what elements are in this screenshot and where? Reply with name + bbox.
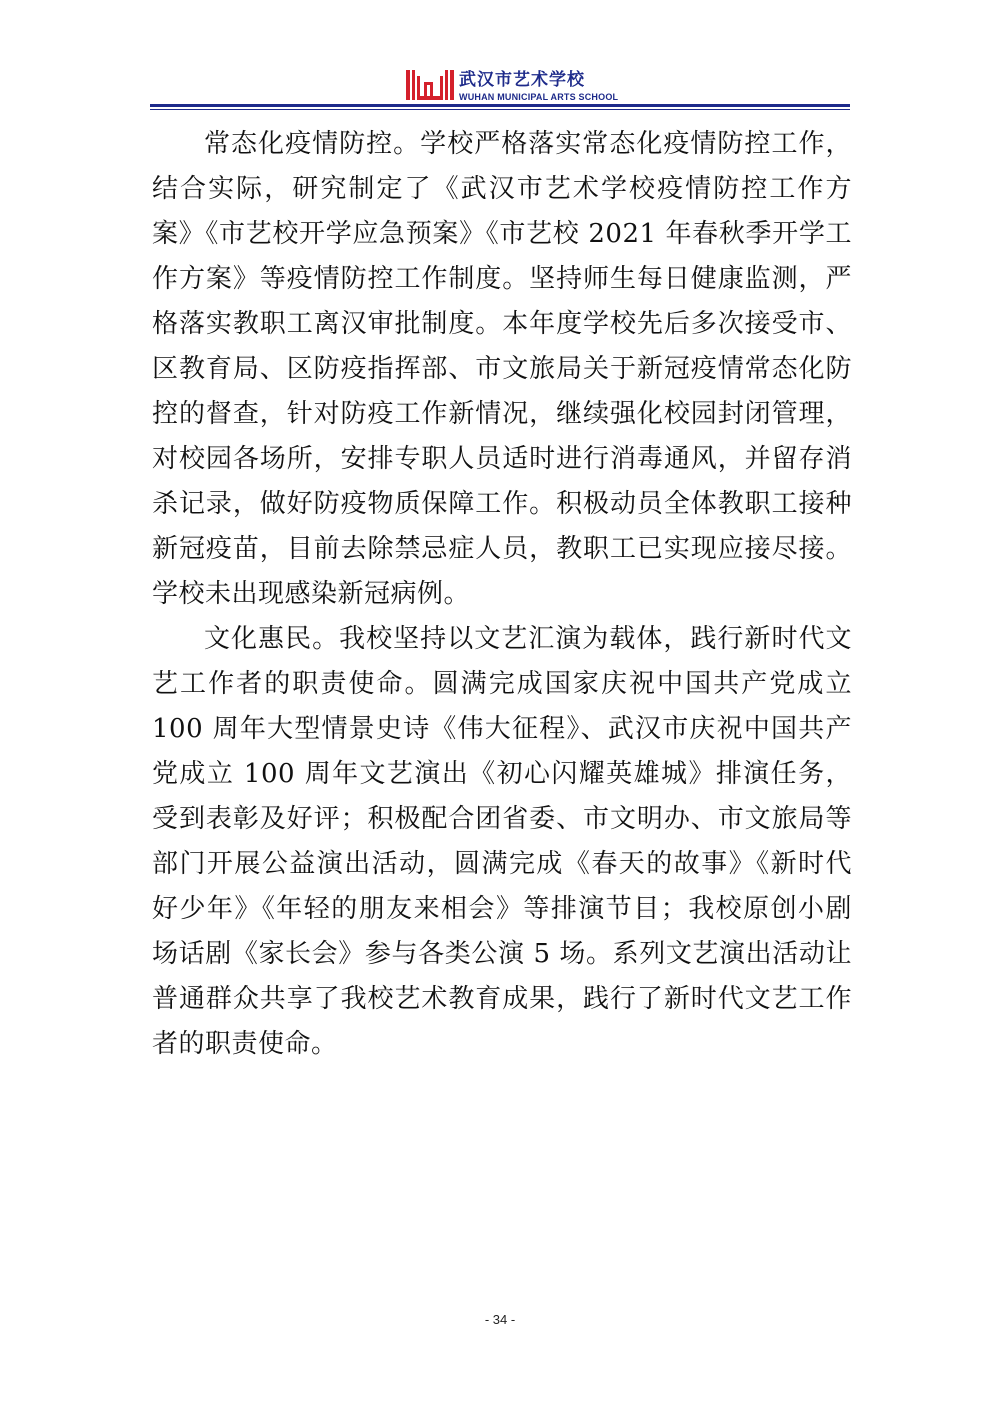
page-number: - 34 - <box>484 1312 516 1327</box>
page-header <box>150 60 850 112</box>
document-body <box>152 122 852 1067</box>
school-logo-icon <box>405 68 455 102</box>
paragraph-cultural-outreach: 文化惠民。我校坚持以文艺汇演为载体，践行新时代文艺工作者的职责使命。圆满完成国家庆祝中国共产党成立 100 周年大型情景史诗《伟大征程》、武汉市庆祝中国共产党成立 100 周年文艺演出《初心闪耀英雄城》排演任务，受到表彰及好评；积极配合团省委、市文明办、市文旅局等部门开展公益演出活动，圆满完成《春天的故事》《新时代好少年》《年轻的朋友来相会》等排演节目；我校原创小剧场话剧《家长会》参与各类公演 5 场。系列文艺演出活动让普通群众共享了我校艺术教育成果，践行了新时代文艺工作者的职责使命。 <box>152 624 852 1059</box>
header-rule-thick <box>150 104 850 107</box>
school-name-cn: 武汉市艺术学校 <box>459 70 585 90</box>
school-name-en: WUHAN MUNICIPAL ARTS SCHOOL <box>459 92 619 102</box>
header-rule-thin <box>150 109 850 110</box>
paragraph-epidemic-control: 常态化疫情防控。学校严格落实常态化疫情防控工作，结合实际，研究制定了《武汉市艺术学校疫情防控工作方案》《市艺校开学应急预案》《市艺校 2021 年春秋季开学工作方案》等疫情防控工作制度。坚持师生每日健康监测，严格落实教职工离汉审批制度。本年度学校先后多次接受市、区教育局、区防疫指挥部、市文旅局关于新冠疫情常态化防控的督查，针对防疫工作新情况，继续强化校园封闭管理，对校园各场所，安排专职人员适时进行消毒通风，并留存消杀记录，做好防疫物质保障工作。积极动员全体教职工接种新冠疫苗，目前去除禁忌症人员，教职工已实现应接尽接。学校未出现感染新冠病例。 <box>152 129 852 609</box>
